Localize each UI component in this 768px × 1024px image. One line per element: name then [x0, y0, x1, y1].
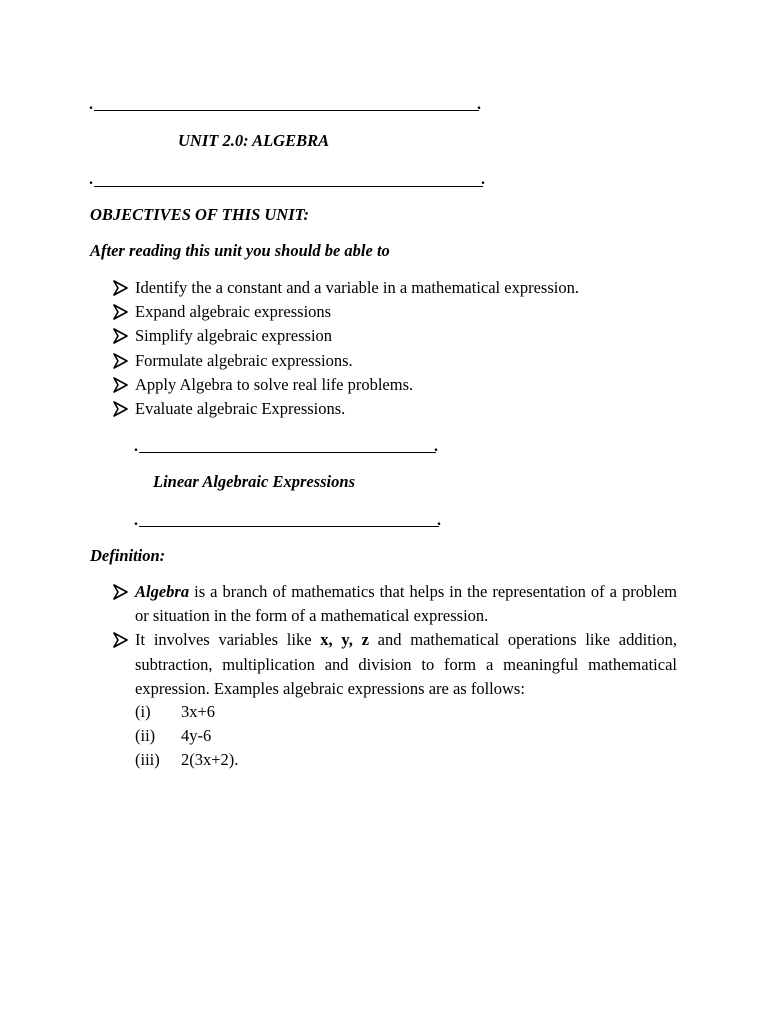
arrow-bullet-icon: [112, 580, 128, 604]
example-row: [135, 700, 215, 724]
definition-text: is a branch of mathematics that helps in the representation of a problem or situation in the form of a mathematical expression.: [135, 582, 677, 626]
example-expression: 4y-6: [181, 726, 212, 745]
rule-end-dot: .: [477, 96, 481, 113]
variables-text: and mathematical operations like addition, subtraction, multiplication and division to form a meaningful mathematical expression. Examples algebraic expressions are as follows:: [135, 630, 677, 698]
rule-start-dot: .: [134, 512, 138, 529]
rule-end-dot: .: [434, 438, 438, 455]
example-row: [135, 748, 238, 772]
objective-text: Evaluate algebraic Expressions.: [135, 399, 346, 419]
variables-intro: It involves variables like: [135, 630, 321, 650]
objectives-intro: After reading this unit you should be able to: [90, 241, 390, 260]
arrow-bullet-icon: [112, 349, 128, 373]
objective-text: Apply Algebra to solve real life problems.: [135, 374, 414, 394]
list-item: [112, 373, 579, 397]
section-title: Linear Algebraic Expressions: [153, 472, 355, 491]
unit-title: UNIT 2.0: ALGEBRA: [178, 131, 330, 150]
list-item: [112, 580, 677, 628]
example-expression: 2(3x+2).: [181, 750, 239, 769]
objective-text: Formulate algebraic expressions.: [135, 350, 353, 370]
definition-term: Algebra: [135, 582, 190, 601]
example-row: [135, 724, 211, 748]
arrow-bullet-icon: [112, 324, 128, 348]
arrow-bullet-icon: [112, 276, 128, 300]
example-number: (i): [135, 702, 151, 721]
objectives-list: [112, 276, 579, 421]
list-item: [112, 300, 579, 324]
list-item: [112, 276, 579, 300]
list-item: [112, 349, 579, 373]
definition-list: [112, 580, 677, 701]
example-expression: 3x+6: [181, 702, 216, 721]
objective-text: Identify the a constant and a variable in a mathematical expression.: [135, 278, 579, 297]
objectives-heading: OBJECTIVES OF THIS UNIT:: [90, 205, 309, 224]
rule-start-dot: .: [89, 171, 93, 188]
arrow-bullet-icon: [112, 628, 128, 652]
top-rule: [94, 110, 479, 111]
arrow-bullet-icon: [112, 300, 128, 324]
list-item: [112, 324, 579, 348]
section-bottom-rule: [139, 526, 439, 527]
arrow-bullet-icon: [112, 373, 128, 397]
example-number: (ii): [135, 726, 156, 745]
rule-end-dot: .: [437, 512, 441, 529]
rule-end-dot: .: [481, 171, 485, 188]
arrow-bullet-icon: [112, 397, 128, 421]
example-number: (iii): [135, 750, 160, 769]
variables-list: x, y, z: [320, 630, 369, 650]
objective-text: Expand algebraic expressions: [135, 302, 332, 322]
rule-start-dot: .: [89, 96, 93, 113]
objective-text: Simplify algebraic expression: [135, 326, 333, 346]
section-top-rule: [139, 452, 436, 453]
definition-heading: Definition:: [90, 546, 166, 565]
list-item: [112, 628, 677, 701]
title-bottom-rule: [94, 186, 483, 187]
list-item: [112, 397, 579, 421]
rule-start-dot: .: [134, 438, 138, 455]
